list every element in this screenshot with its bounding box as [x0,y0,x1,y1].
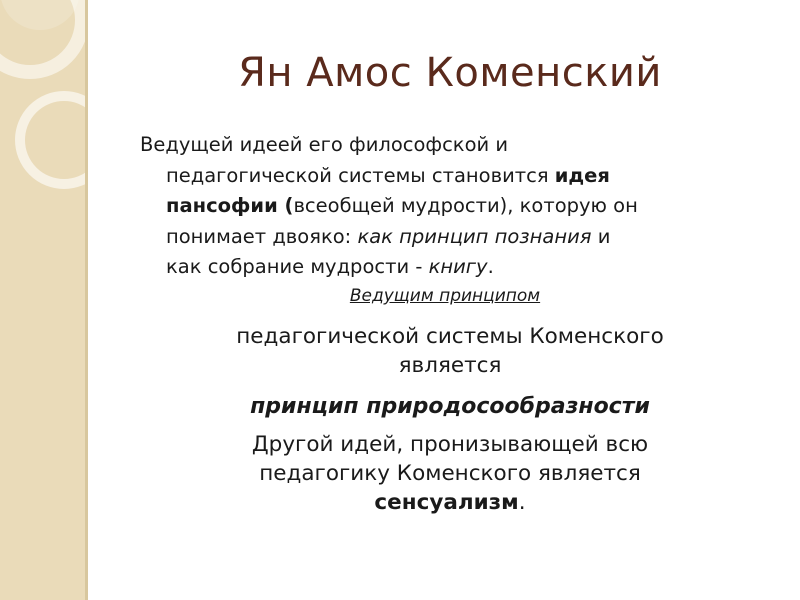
paragraph-line-4: понимает двояко: как принцип познания и [166,224,611,248]
decorative-circles [0,0,88,600]
principle-name: принцип природосообразности [250,394,650,419]
principle-statement: педагогической системы Коменского является [236,324,664,378]
decorative-side-strip [0,0,88,600]
slide-title: Ян Амос Коменский [238,50,662,96]
paragraph-line-1: Ведущей идеей его философской и [140,133,509,156]
sensualism-statement: Другой идей, пронизывающей всю педагогику Коменского является сенсуализм. [251,432,649,515]
sensualism-term: сенсуализм [374,490,519,515]
principle-heading: Ведущим принципом [349,286,541,306]
paragraph-line-5: как собрание мудрости - книгу. [166,255,494,278]
paragraph-line-3: пансофии (всеобщей мудрости), которую он [166,194,638,217]
intro-paragraph [140,130,780,283]
paragraph-line-2: педагогической системы становится идея [166,163,610,187]
